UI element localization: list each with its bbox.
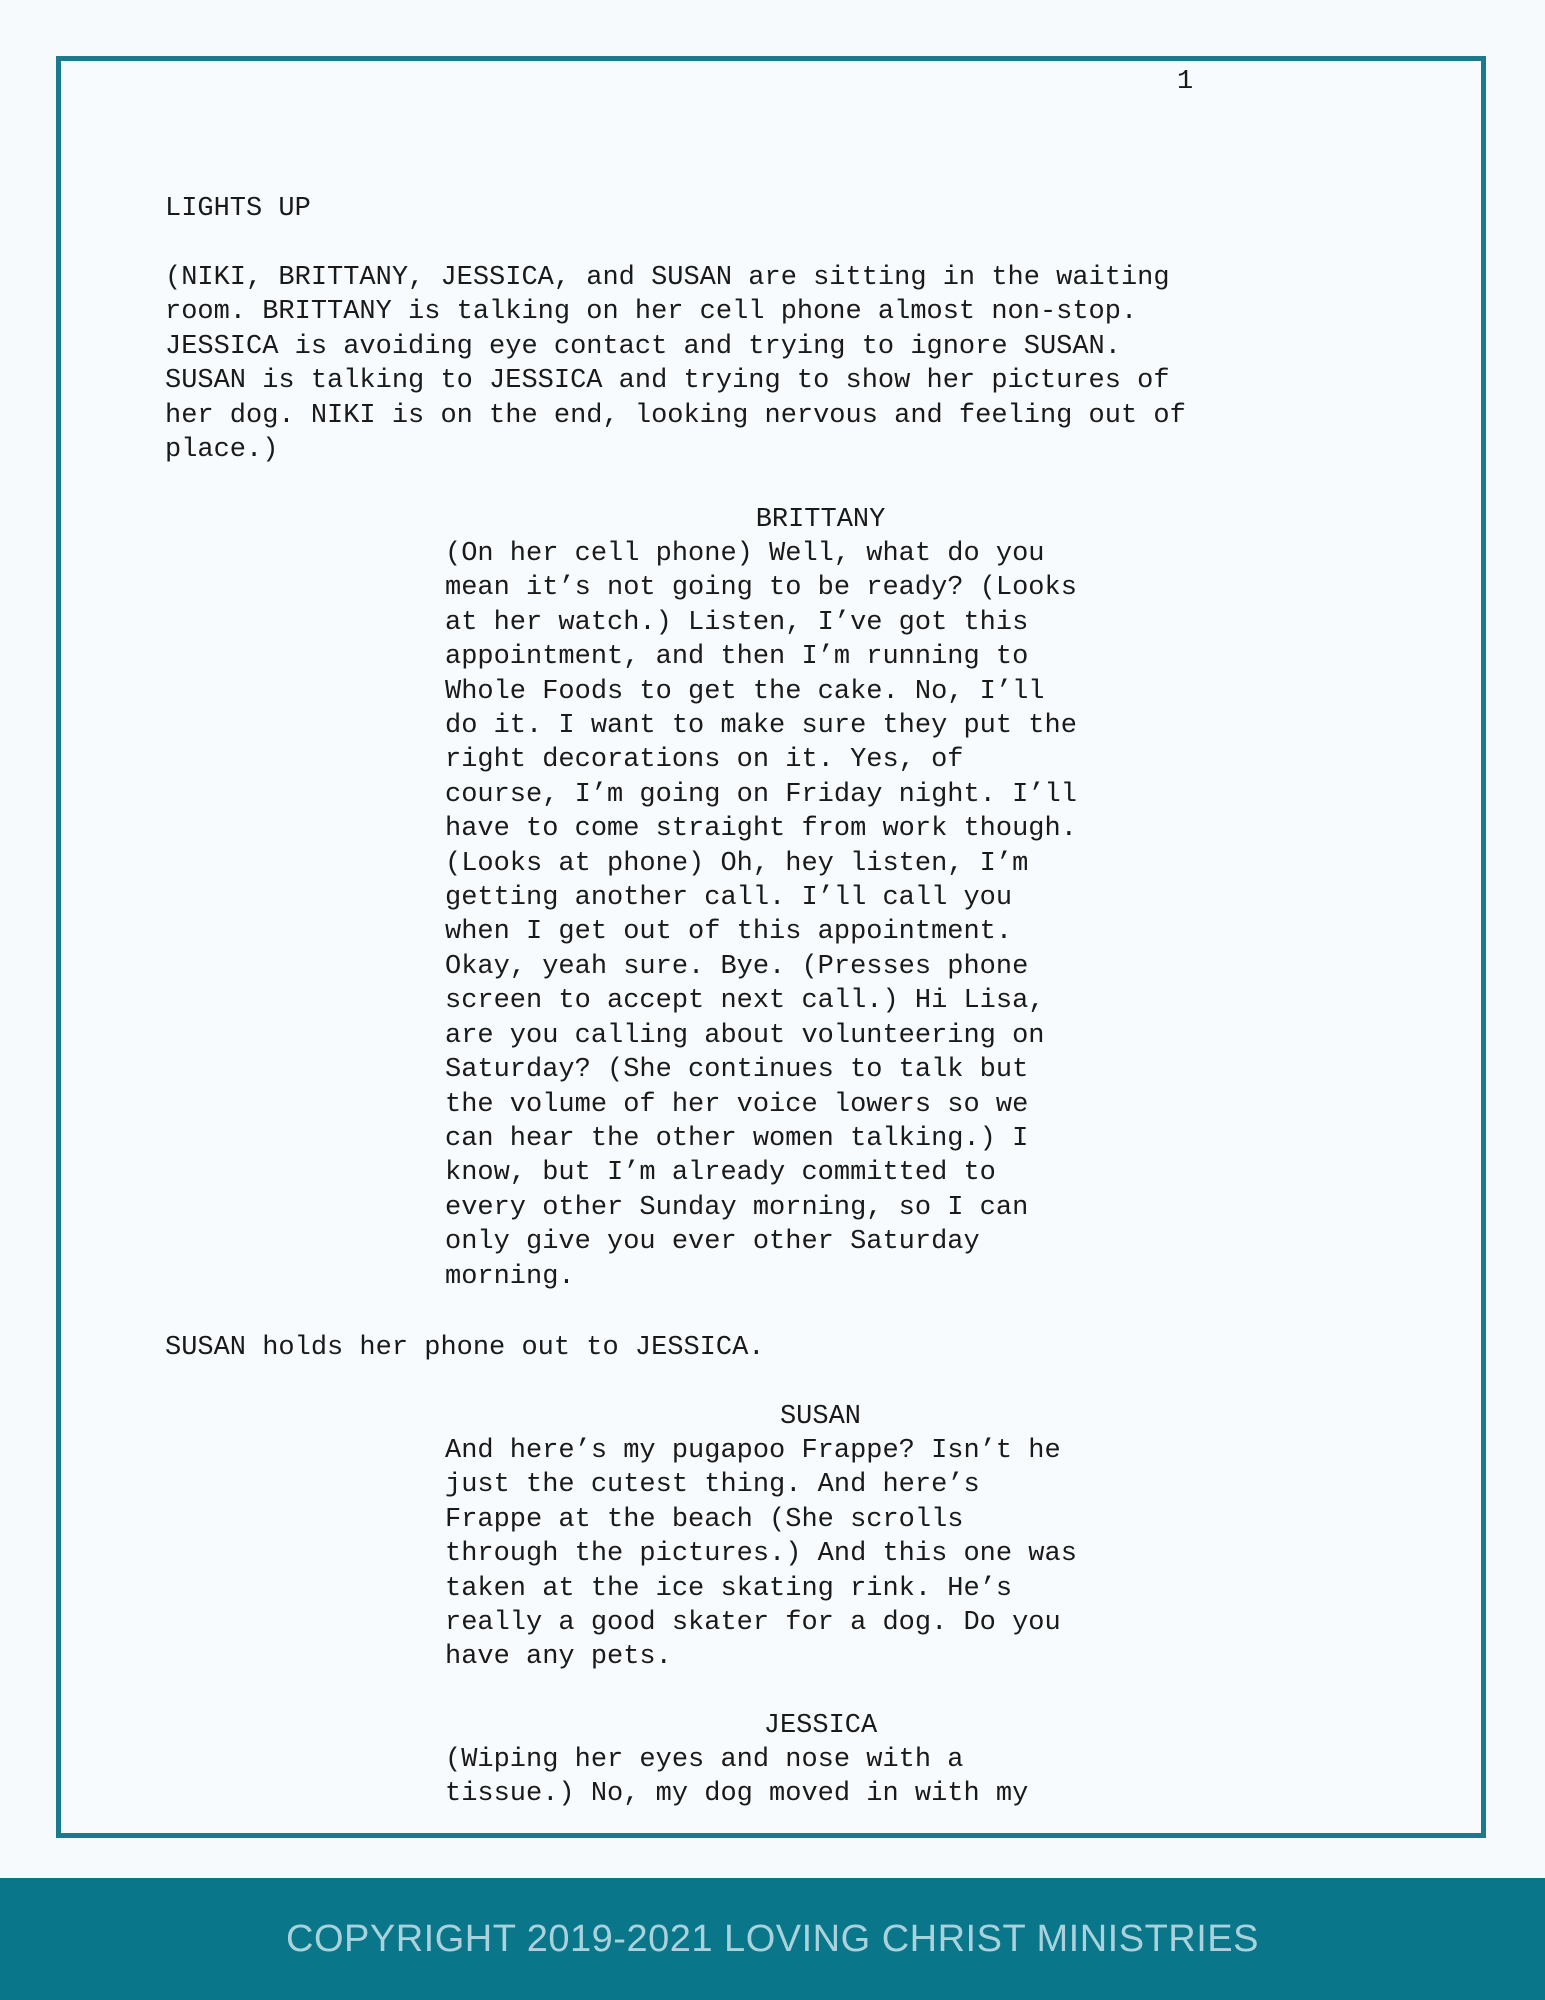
character-name-brittany: BRITTANY [755, 505, 886, 535]
character-name-jessica: JESSICA [763, 1711, 878, 1741]
dialogue-brittany: (On her cell phone) Well, what do you mean it’s not going to be ready? (Looks at her watch.) Listen, I’ve got this appointment, and then I’m running to Whole Foods to get the cake. No, I’ll do it. I want to make sure they put the right decorations on it. Yes, of course, I’m going on Friday night. I’ll have to come straight from work though. (Looks at phone) Oh, hey listen, I’m getting another call. I’ll call you when I get out of this appointment. Okay, yeah sure. Bye. (Presses phone screen to accept next call.) Hi Lisa, are you calling about volunteering on Saturday? (She continues to talk but the volume of her voice lowers so we can hear the other women talking.) I know, but I’m already committed to every other Sunday morning, so I can only give you ever other Saturday morning. [445, 539, 1077, 1292]
page-number: 1 [1177, 67, 1194, 97]
copyright-text: COPYRIGHT 2019-2021 LOVING CHRIST MINISTRIES [286, 1917, 1259, 1960]
scene-heading: LIGHTS UP [165, 194, 311, 224]
dialogue-jessica: (Wiping her eyes and nose with a tissue.) No, my dog moved in with my [445, 1745, 1029, 1810]
character-name-susan: SUSAN [779, 1402, 861, 1432]
stage-direction: (NIKI, BRITTANY, JESSICA, and SUSAN are sitting in the waiting room. BRITTANY is talking on her cell phone almost non-stop. JESSICA is avoiding eye contact and trying to ignore SUSAN. SUSAN is talking to JESSICA and trying to show her pictures of her dog. NIKI is on the end, looking nervous and feeling out of place.) [165, 263, 1186, 466]
dialogue-susan: And here’s my pugapoo Frappe? Isn’t he just the cutest thing. And here’s Frappe at the beach (She scrolls through the pictures.) And this one was taken at the ice skating rink. He’s really a good skater for a dog. Do you have any pets. [445, 1436, 1077, 1673]
action-line: SUSAN holds her phone out to JESSICA. [165, 1333, 765, 1363]
copyright-footer [0, 1878, 1545, 2000]
